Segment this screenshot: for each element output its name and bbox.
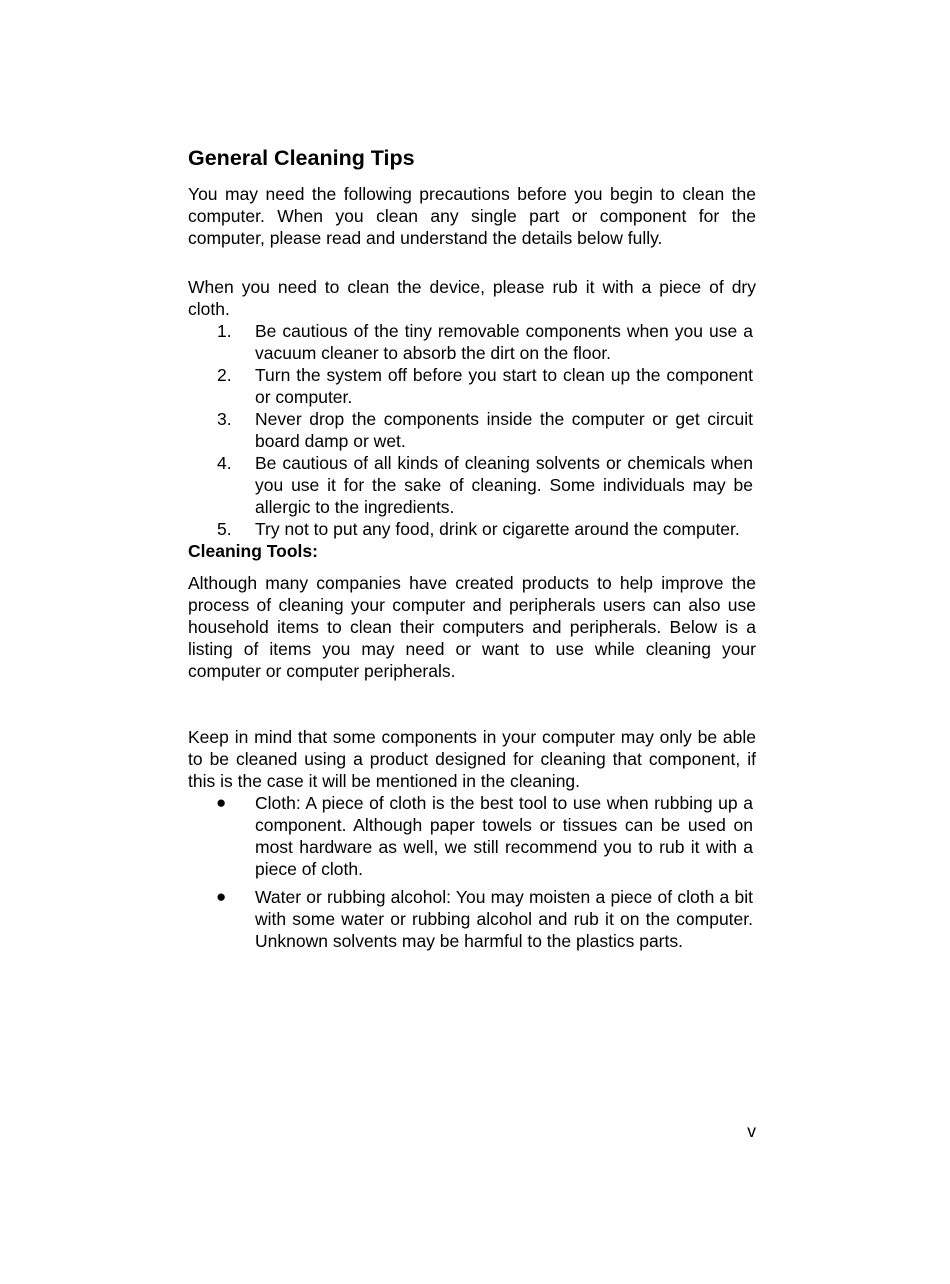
list-item [188,408,753,452]
tools-note-paragraph: Keep in mind that some components in your computer may only be able to be cleaned using a product designed for cleaning that component, if this is the case it will be mentioned in the cleaning. [188,727,756,791]
section-title-general-cleaning-tips: General Cleaning Tips [188,146,415,170]
list-marker: 1. [217,321,232,341]
bullet-icon: ● [216,793,227,812]
list-item [188,320,753,364]
list-item-text: Be cautious of the tiny removable components when you use a vacuum cleaner to absorb the dirt on the floor. [255,321,753,363]
list-marker: 3. [217,409,232,429]
list-marker: 4. [217,453,232,473]
list-item-text: Try not to put any food, drink or cigarette around the computer. [255,519,740,539]
tools-list [188,792,756,952]
list-item [188,364,753,408]
list-item-text: Water or rubbing alcohol: You may moisten a piece of cloth a bit with some water or rubbing alcohol and rub it on the computer. Unknown solvents may be harmful to the plastics parts. [255,887,753,951]
list-marker: 5. [217,519,232,539]
precautions-list [188,320,756,540]
intro-paragraph: You may need the following precautions before you begin to clean the computer. When you clean any single part or component for the computer, please read and understand the details below fully. [188,184,756,248]
list-item-text: Turn the system off before you start to clean up the component or computer. [255,365,753,407]
list-item-text: Be cautious of all kinds of cleaning solvents or chemicals when you use it for the sake of cleaning. Some individuals may be allergic to the ingredients. [255,453,753,517]
lead-paragraph: When you need to clean the device, please rub it with a piece of dry cloth. [188,277,756,319]
list-item-text: Cloth: A piece of cloth is the best tool to use when rubbing up a component. Although paper towels or tissues can be used on most hardware as well, we still recommend you to rub it with a piece of cloth. [255,793,753,879]
page-content [188,143,756,958]
list-item [188,886,753,952]
section-title-cleaning-tools: Cleaning Tools: [188,541,318,561]
tools-intro-paragraph: Although many companies have created products to help improve the process of cleaning your computer and peripherals users can also use household items to clean their computers and peripherals. Below is a listing of items you may need or want to use while cleaning your computer or computer peripherals. [188,573,756,681]
list-item [188,518,753,540]
list-item [188,452,753,518]
list-marker: 2. [217,365,232,385]
list-item-text: Never drop the components inside the computer or get circuit board damp or wet. [255,409,753,451]
list-item [188,792,753,880]
page-number: v [747,1121,756,1141]
bullet-icon: ● [216,887,227,906]
